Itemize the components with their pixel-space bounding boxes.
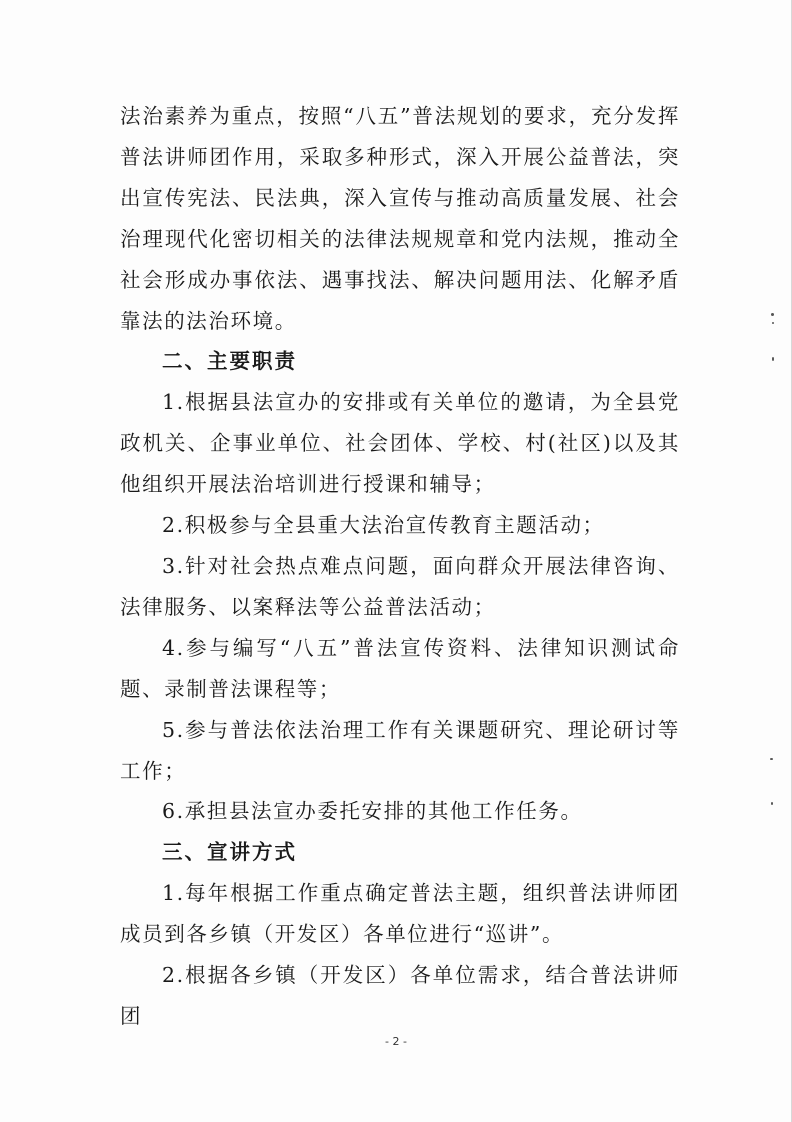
duty-item-4: 4.参与编写“八五”普法宣传资料、法律知识测试命题、录制普法课程等； <box>120 635 680 701</box>
duty-item-6: 6.承担县法宣办委托安排的其他工作任务。 <box>162 799 583 824</box>
section-heading-duties: 二、主要职责 <box>162 349 297 374</box>
scan-speck <box>772 322 774 324</box>
method-item-1: 1.每年根据工作重点确定普法主题，组织普法讲师团成员到各乡镇（开发区）各单位进行“巡讲”。 <box>120 881 680 947</box>
scan-speck <box>771 313 774 316</box>
scan-speck <box>772 357 774 361</box>
duty-item-1: 1.根据县法宣办的安排或有关单位的邀请，为全县党政机关、企事业单位、社会团体、学校、村(社区)以及其他组织开展法治培训进行授课和辅导； <box>120 390 680 497</box>
duty-item-5: 5.参与普法依法治理工作有关课题研究、理论研讨等工作； <box>120 717 680 783</box>
section-heading-methods: 三、宣讲方式 <box>162 840 297 865</box>
page-number: - 2 - <box>385 1035 407 1048</box>
method-item-2: 2.根据各乡镇（开发区）各单位需求，结合普法讲师团 <box>120 963 680 1028</box>
scan-speck <box>770 758 773 760</box>
document-body <box>120 96 680 1037</box>
duty-item-2: 2.积极参与全县重大法治宣传教育主题活动； <box>162 513 605 538</box>
duty-item-3: 3.针对社会热点难点问题，面向群众开展法律咨询、法律服务、以案释法等公益普法活动； <box>120 553 680 619</box>
paragraph-intro: 法治素养为重点，按照“八五”普法规划的要求，充分发挥普法讲师团作用，采取多种形式，深入开展公益普法，突出宣传宪法、民法典，深入宣传与推动高质量发展、社会治理现代化密切相关的法律法规规章和党内法规，推动全社会形成办事依法、遇事找法、解决问题用法、化解矛盾靠法的法治环境。 <box>120 104 680 333</box>
scan-speck <box>771 802 773 805</box>
